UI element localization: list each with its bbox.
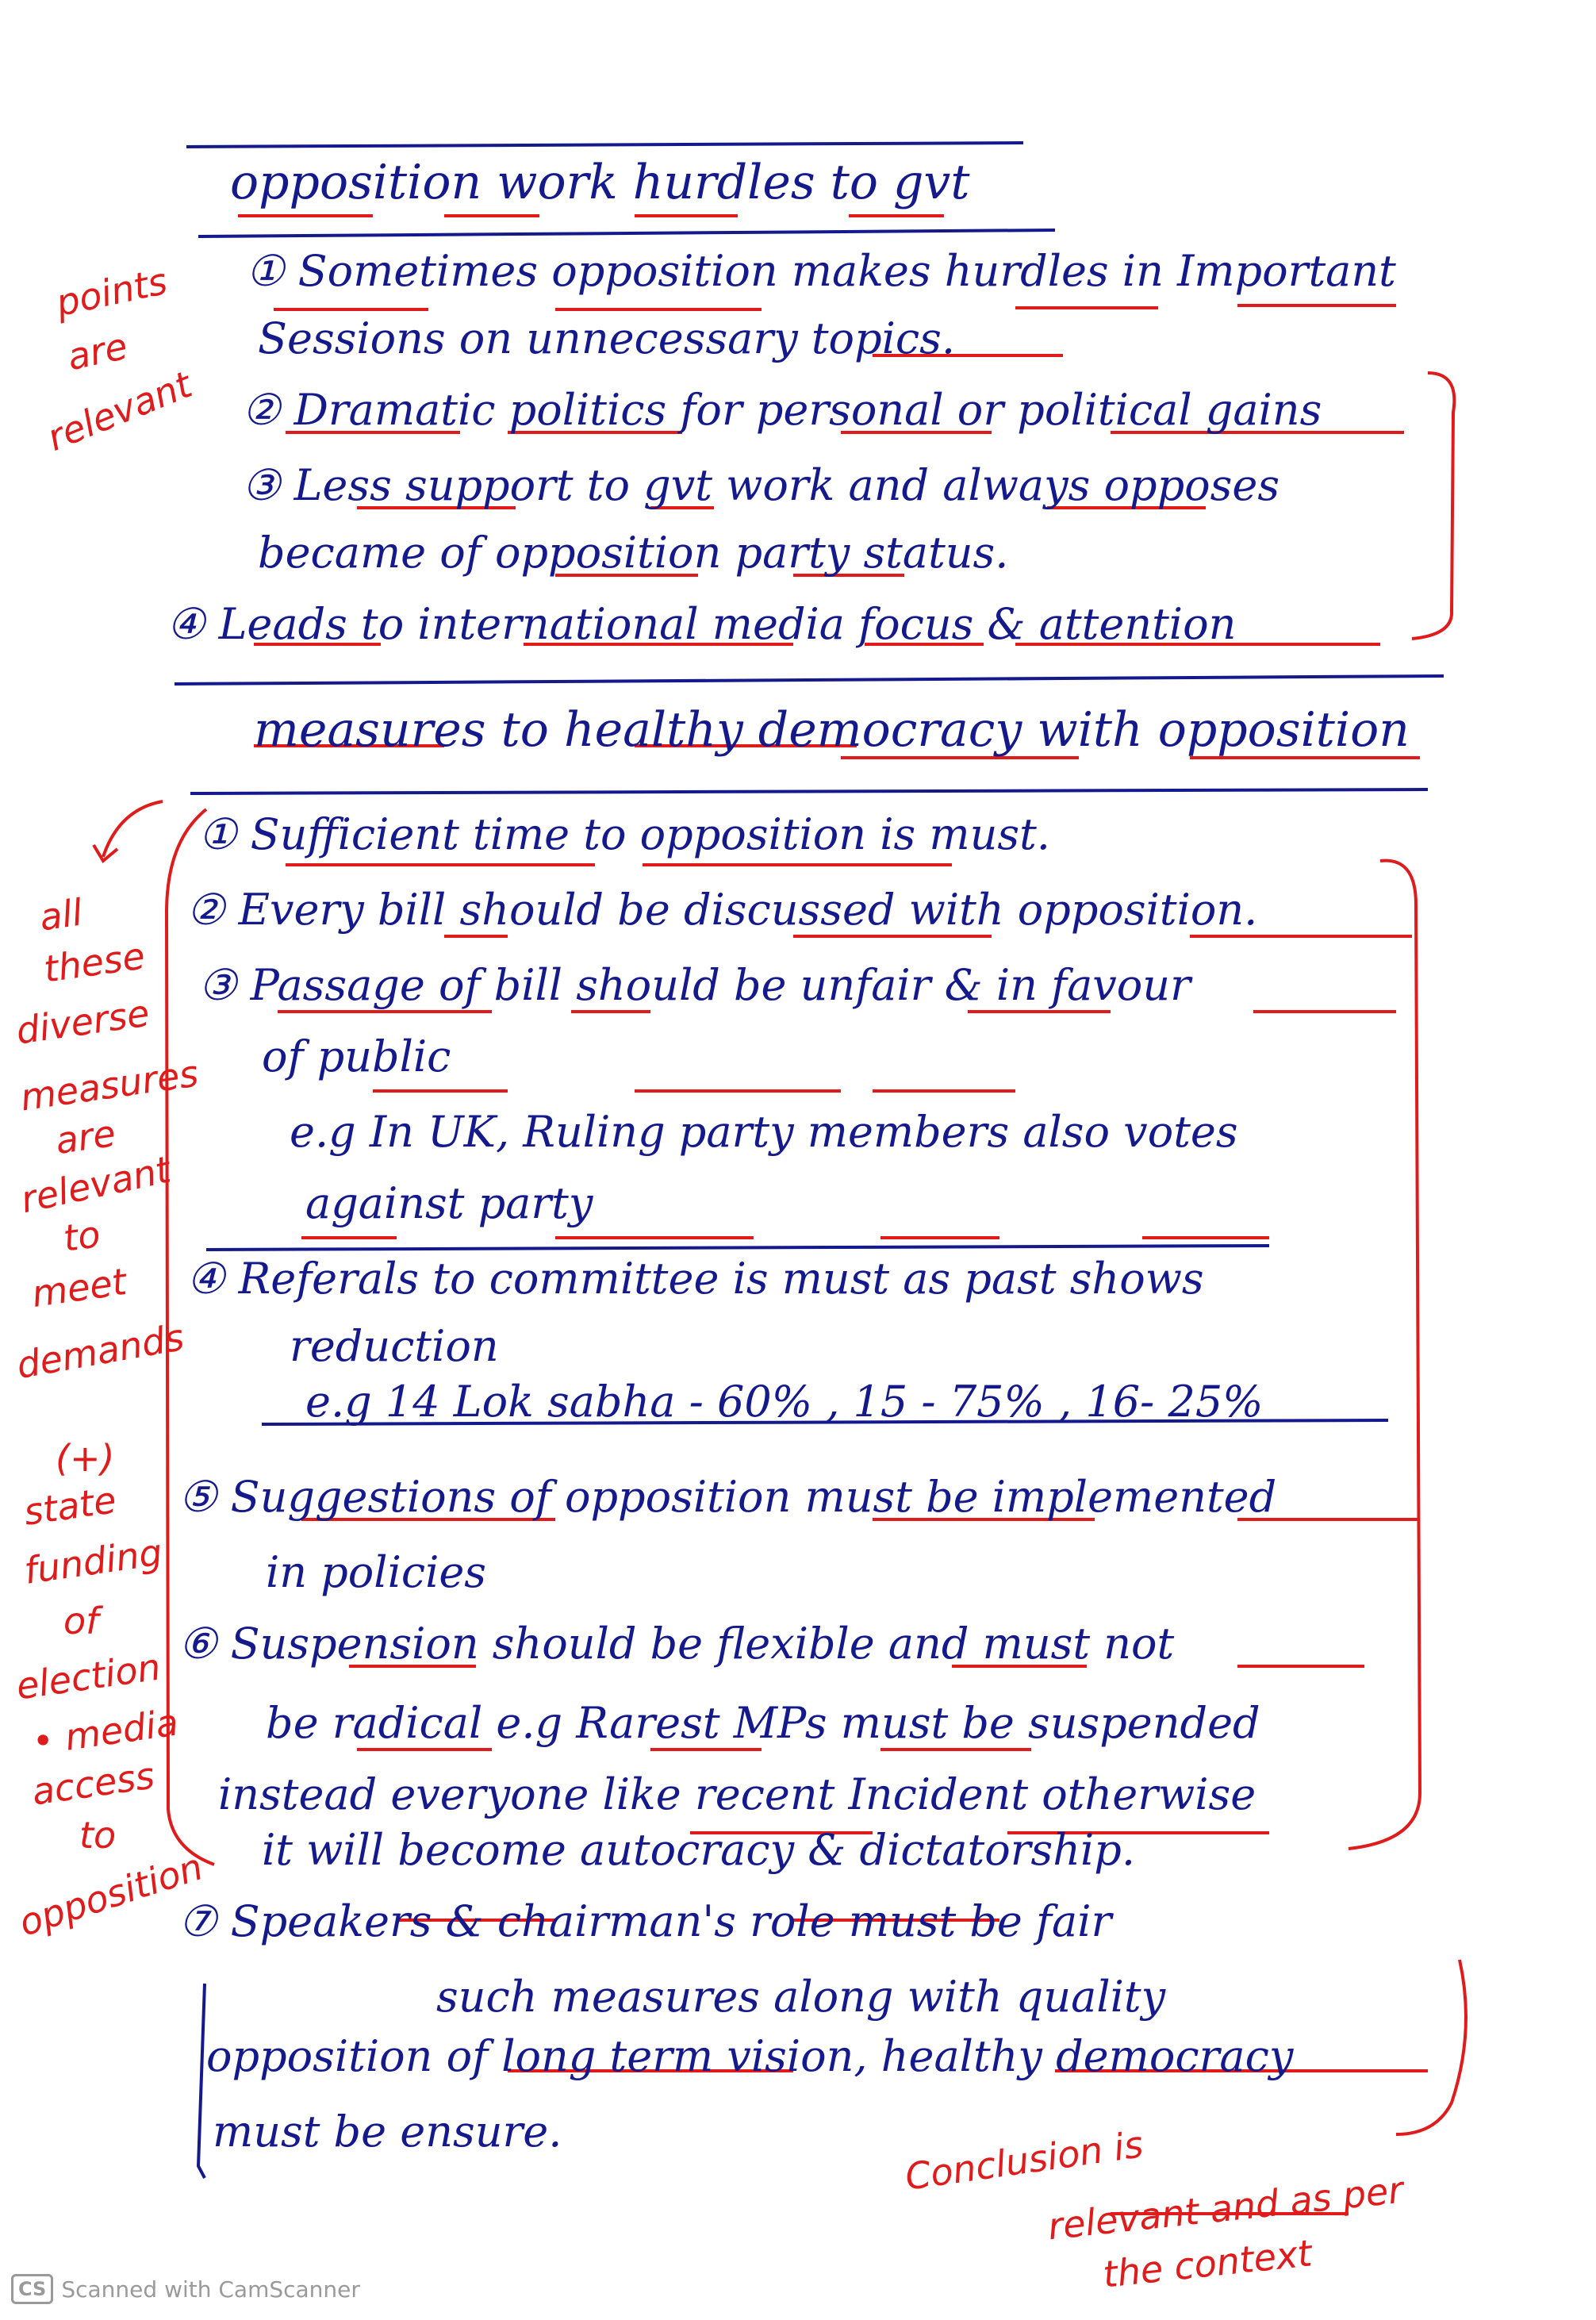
note-are-2: are: [52, 1112, 118, 1162]
measure-6: ⑥ Suspension should be flexible and must not: [178, 1619, 1175, 1669]
section1-item-1: ① Sometimes opposition makes hurdles in Important: [246, 246, 1396, 296]
measure-6-cont: be radical e.g Rarest MPs must be suspended: [266, 1698, 1260, 1748]
note-demands: demands: [13, 1315, 187, 1388]
conclusion-line-3: must be ensure.: [213, 2107, 562, 2157]
note-the-context: the context: [1100, 2231, 1314, 2296]
note-points: points: [52, 259, 171, 325]
note-plus: (+): [56, 1437, 115, 1480]
measure-1: ① Sufficient time to opposition is must.: [198, 809, 1050, 859]
note-media: • media: [29, 1700, 181, 1764]
conclusion-bracket: [198, 1984, 205, 2178]
measure-6-cont-3: it will become autocracy & dictatorship.: [262, 1825, 1136, 1875]
rule-line: [175, 676, 1444, 684]
measure-2: ② Every bill should be discussed with opposition.: [186, 885, 1258, 935]
conclusion-line-2: opposition of long term vision, healthy democracy: [206, 2031, 1294, 2081]
section1-item-1-cont: Sessions on unnecessary topics.: [258, 313, 956, 363]
note-relevant: relevant: [40, 363, 198, 459]
note-meet: meet: [29, 1259, 129, 1316]
note-measures: measures: [17, 1051, 201, 1120]
camscanner-footer: [11, 2274, 360, 2304]
measures-bracket-right: [1349, 861, 1420, 1849]
measure-3-example: e.g In UK, Ruling party members also votes: [290, 1107, 1238, 1157]
rule-line: [186, 143, 1023, 147]
note-of: of: [63, 1600, 99, 1642]
note-relevant-2: relevant: [17, 1147, 175, 1222]
note-conclusion: Conclusion is: [902, 2122, 1146, 2199]
section1-item-3-cont: became of opposition party status.: [258, 528, 1009, 578]
section1-item-4: ④ Leads to international media focus & attention: [167, 599, 1237, 649]
measure-3: ③ Passage of bill should be unfair & in favour: [198, 960, 1191, 1010]
measure-4-cont: reduction: [290, 1321, 499, 1371]
conclusion-line-1: such measures along with quality: [436, 1972, 1166, 2022]
measure-7: ⑦ Speakers & chairman's role must be fair: [178, 1896, 1112, 1946]
note-access: access: [29, 1753, 158, 1814]
measure-4: ④ Referals to committee is must as past shows: [186, 1254, 1204, 1304]
measure-3-example-cont: against party: [305, 1178, 593, 1228]
note-diverse: diverse: [13, 991, 152, 1053]
arrow-curve: [103, 801, 163, 857]
note-opposition: opposition: [13, 1845, 209, 1945]
section1-item-3: ③ Less support to gvt work and always opposes: [242, 460, 1280, 510]
conclusion-bracket-red: [1396, 1960, 1466, 2134]
note-funding: funding: [21, 1531, 165, 1592]
measure-5: ⑤ Suggestions of opposition must be implemented: [178, 1472, 1277, 1522]
note-state: state: [21, 1478, 119, 1534]
note-all: all: [36, 890, 86, 939]
measure-5-cont: in policies: [266, 1547, 487, 1597]
camscanner-text: Scanned with CamScanner: [61, 2276, 360, 2303]
measure-4-example: e.g 14 Lok sabha - 60% , 15 - 75% , 16- 25%: [305, 1377, 1264, 1427]
note-to: to: [60, 1212, 103, 1260]
section1-item-2: ② Dramatic politics for personal or political gains: [242, 385, 1322, 435]
camscanner-logo: CS: [11, 2274, 53, 2304]
rule-line: [190, 789, 1428, 793]
measure-6-cont-2: instead everyone like recent Incident otherwise: [218, 1769, 1256, 1819]
note-relevant-context: relevant and as per: [1045, 2168, 1406, 2249]
note-to-2: to: [79, 1814, 117, 1857]
rule-line: [206, 1246, 1269, 1250]
rule-line: [198, 230, 1055, 236]
section1-bracket: [1412, 373, 1454, 639]
measure-3-cont: of public: [262, 1031, 451, 1081]
note-election: election: [13, 1645, 163, 1708]
section1-heading: opposition work hurdles to gvt: [230, 155, 970, 210]
section2-heading: measures to healthy democracy with opposition: [254, 702, 1410, 758]
note-these: these: [40, 934, 148, 991]
note-are: are: [63, 324, 132, 379]
